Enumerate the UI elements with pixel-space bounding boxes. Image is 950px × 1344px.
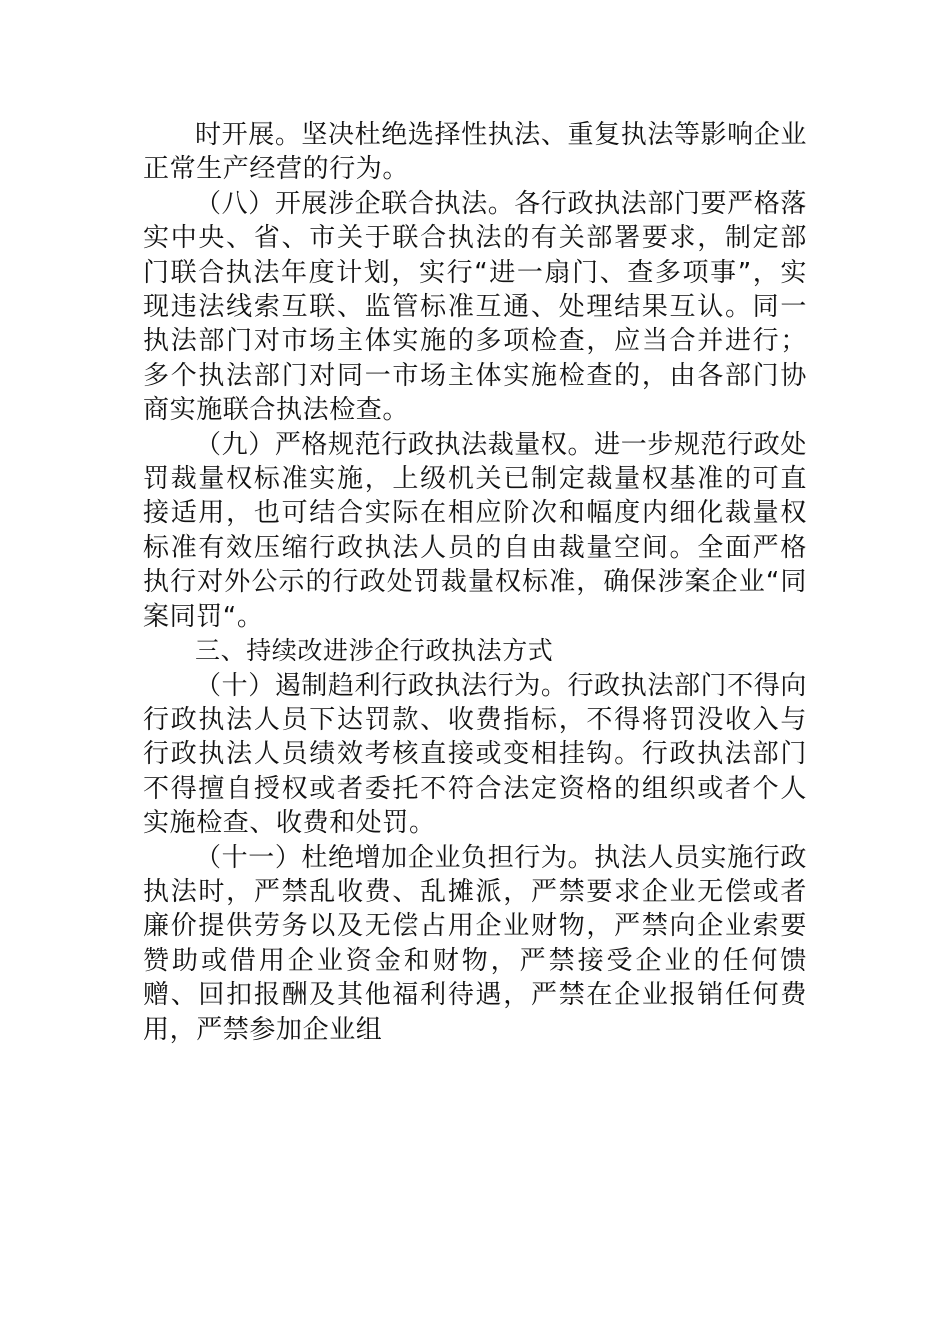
section-heading-3: 三、持续改进涉企行政执法方式: [195, 636, 554, 666]
paragraph-section-8: （八）开展涉企联合执法。各行政执法部门要严格落实中央、省、市关于联合执法的有关部署要求，制定部门联合执法年度计划，实行“进一扇门、查多项事”，实现违法线索互联、监管标准互通、处理结果互认。同一执法部门对市场主体实施的多项检查，应当合并进行；多个执法部门对同一市场主体实施检查的，由各部门协商实施联合执法检查。: [143, 188, 807, 426]
paragraph-section-11: （十一）杜绝增加企业负担行为。执法人员实施行政执法时，严禁乱收费、乱摊派，严禁要求企业无偿或者廉价提供劳务以及无偿占用企业财物，严禁向企业索要赞助或借用企业资金和财物，严禁接受企业的任何馈赠、回扣报酬及其他福利待遇，严禁在企业报销任何费用，严禁参加企业组: [143, 842, 807, 1045]
document-body: [143, 118, 807, 1047]
paragraph-continued: 时开展。坚决杜绝选择性执法、重复执法等影响企业正常生产经营的行为。: [143, 120, 807, 185]
paragraph-section-9: （九）严格规范行政执法裁量权。进一步规范行政处罚裁量权标准实施，上级机关已制定裁量权基准的可直接适用，也可结合实际在相应阶次和幅度内细化裁量权标准有效压缩行政执法人员的自由裁量空间。全面严格执行对外公示的行政处罚裁量权标准，确保涉案企业“同案同罚“。: [143, 429, 807, 632]
paragraph-section-10: （十）遏制趋利行政执法行为。行政执法部门不得向行政执法人员下达罚款、收费指标，不得将罚没收入与行政执法人员绩效考核直接或变相挂钩。行政执法部门不得擅自授权或者委托不符合法定资格的组织或者个人实施检查、收费和处罚。: [143, 670, 807, 839]
